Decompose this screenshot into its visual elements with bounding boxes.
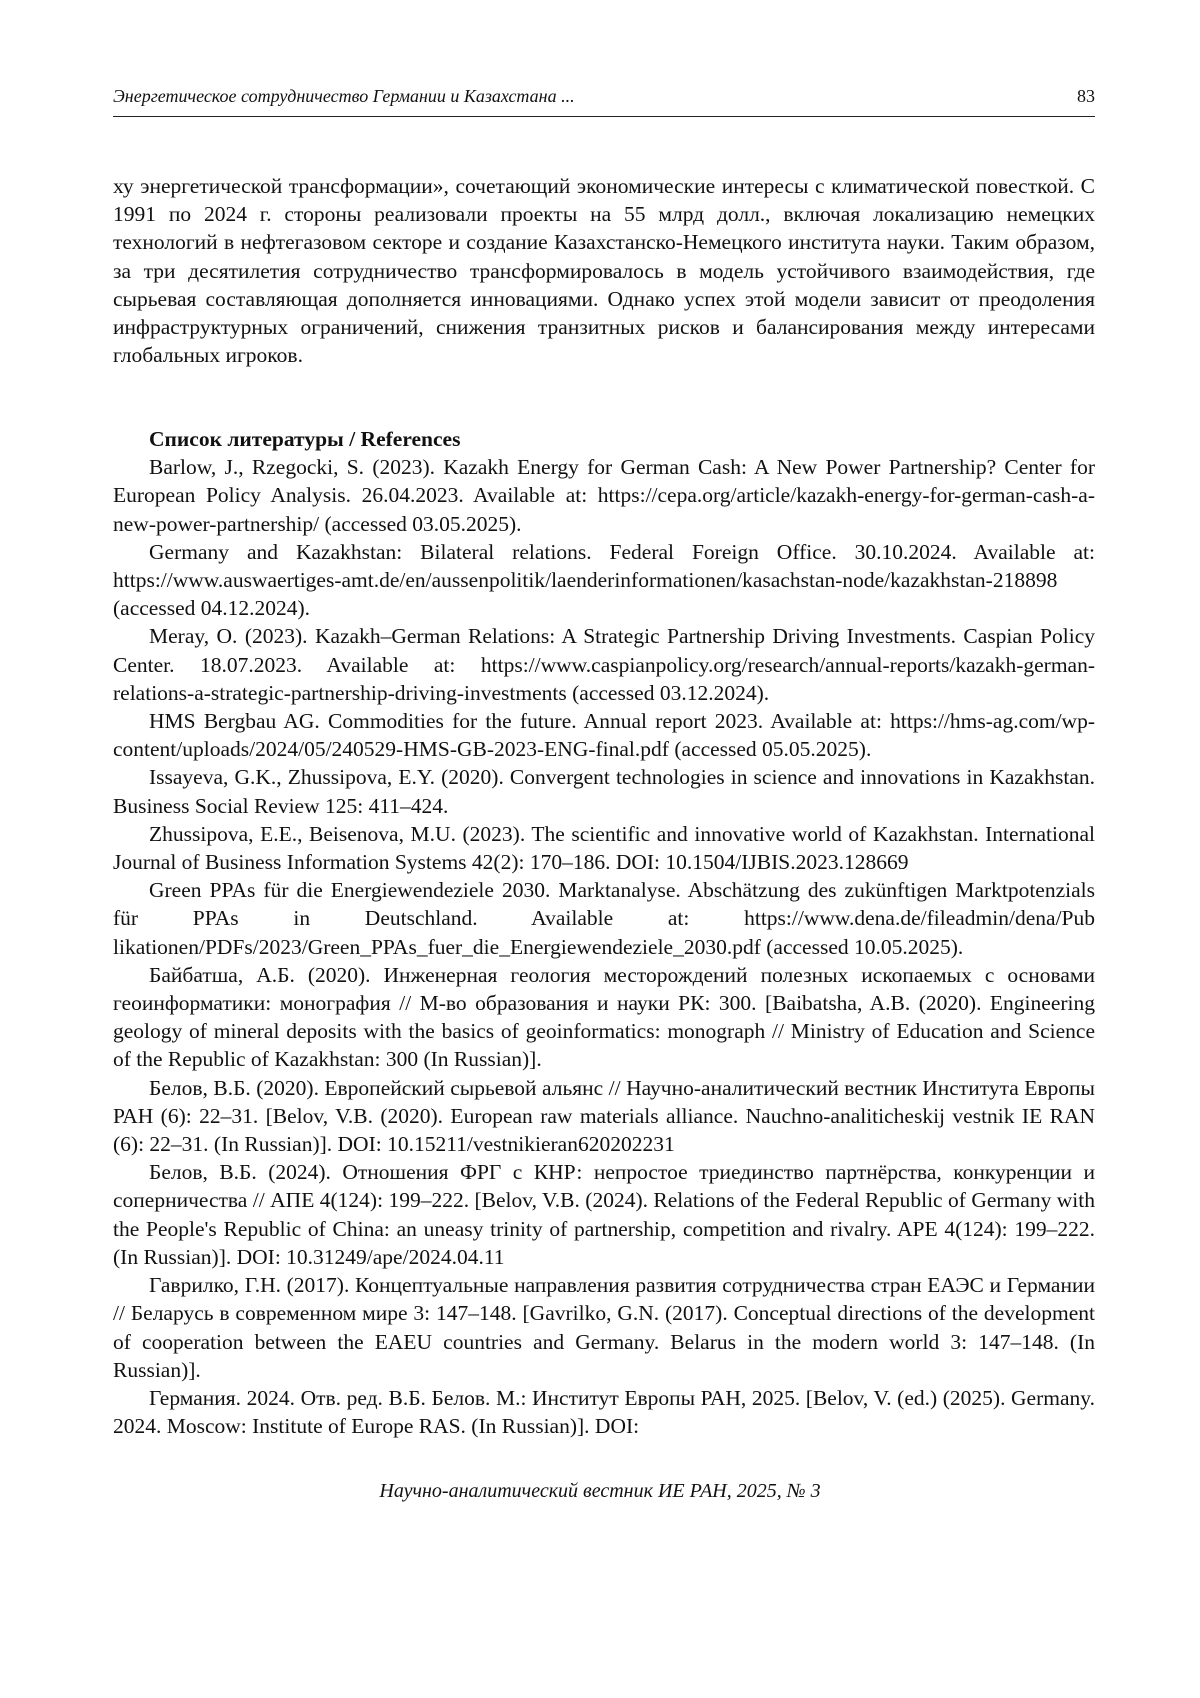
reference-item: Байбатша, А.Б. (2020). Инженерная геология месторождений полезных ископаемых с основами геоинформатики: монография // М-во образования и науки РК: 300. [Baibatsha, A.B. (2020). Engineering geology of mineral deposits with the basics of geoinformatics: monograph // Ministry of Education and Science of the Republic of Kazakhstan: 300 (In Russian)].: [113, 962, 1095, 1072]
reference-item: Белов, В.Б. (2020). Европейский сырьевой альянс // Научно-аналитический вестник Института Европы РАН (6): 22–31. [Belov, V.B. (2020). European raw materials alliance. Nauchno-analiticheskij vestnik IE RAN (6): 22–31. (In Russian)]. DOI: 10.15211/vestnikieran620202231: [113, 1075, 1095, 1157]
reference-item: Meray, O. (2023). Kazakh–German Relations: A Strategic Partnership Driving Investments. Caspian Policy Center. 18.07.2023. Available at: https://www.caspianpolicy.org/research/annual-reports/kazakh-german-relations-a-strategic-partnership-driving-investments (accessed 03.12.2024).: [113, 624, 1095, 705]
references-section: [113, 425, 1095, 1440]
page-number: 83: [1077, 86, 1095, 106]
reference-item: Белов, В.Б. (2024). Отношения ФРГ с КНР: непростое триединство партнёрства, конкуренции и соперничества // АПЕ 4(124): 199–222. [Belov, V.B. (2024). Relations of the Federal Republic of Germany with the People's Republic of China: an uneasy trinity of partnership, competition and rivalry. APE 4(124): 199–222. (In Russian)]. DOI: 10.31249/ape/2024.04.11: [113, 1160, 1095, 1269]
reference-item: Гаврилко, Г.Н. (2017). Концептуальные направления развития сотрудничества стран ЕАЭС и Германии // Беларусь в современном мире 3: 147–148. [Gavrilko, G.N. (2017). Conceptual directions of the development of cooperation between the EAEU countries and Germany. Belarus in the modern world 3: 147–148. (In Russian)].: [113, 1273, 1095, 1382]
reference-item: Германия. 2024. Отв. ред. В.Б. Белов. М.: Институт Европы РАН, 2025. [Belov, V. (ed.) (2025). Germany. 2024. Moscow: Institute of Europe RAS. (In Russian)]. DOI:: [113, 1385, 1095, 1439]
body-text: [113, 172, 1095, 369]
references-heading: Список литературы / References: [149, 427, 461, 451]
reference-item: Zhussipova, E.E., Beisenova, M.U. (2023). The scientific and innovative world of Kazakhstan. International Journal of Business Information Systems 42(2): 170–186. DOI: 10.1504/IJBIS.2023.128669: [113, 821, 1095, 875]
reference-item: Barlow, J., Rzegocki, S. (2023). Kazakh Energy for German Cash: A New Power Partnership? Center for European Policy Analysis. 26.04.2023. Available at: https://cepa.org/article/kazakh-energy-for-german-cash-a-new-power-partnership/ (accessed 03.05.2025).: [113, 455, 1095, 536]
reference-item: Green PPAs für die Energiewendeziele 2030. Marktanalyse. Abschätzung des zukünftigen Marktpotenzials für PPAs in Deutschland. Available at: https://www.dena.de/fileadmin/dena/Pub likationen/PDFs/2023/Green_PPAs_fuer_die_Energiewendeziele_2030.pdf (accessed 10.05.2025).: [113, 878, 1095, 959]
reference-item: Issayeva, G.K., Zhussipova, E.Y. (2020). Convergent technologies in science and innovations in Kazakhstan. Business Social Review 125: 411–424.: [113, 765, 1095, 818]
reference-item: Germany and Kazakhstan: Bilateral relations. Federal Foreign Office. 30.10.2024. Available at: https://www.auswaertiges-amt.de/en/aussenpolitik/laenderinformationen/kasachstan-node/kazakhstan-218898 (accessed 04.12.2024).: [113, 539, 1095, 621]
running-title: Энергетическое сотрудничество Германии и Казахстана ...: [113, 86, 575, 106]
journal-footer: Научно-аналитический вестник ИЕ РАН, 2025, № 3: [379, 1480, 821, 1502]
reference-item: HMS Bergbau AG. Commodities for the future. Annual report 2023. Available at: https://hms-ag.com/wp-content/uploads/2024/05/240529-HMS-GB-2023-ENG-final.pdf (accessed 05.05.2025).: [113, 709, 1095, 762]
running-header: [113, 86, 1095, 117]
body-paragraph: ху энергетической трансформации», сочетающий экономические интересы с климатической повесткой. С 1991 по 2024 г. стороны реализовали проекты на 55 млрд долл., включая локализацию немецких технологий в нефтегазовом секторе и создание Казахстанско-Немецкого института науки. Таким образом, за три десятилетия сотрудничество трансформировалось в модель устойчивого взаимодействия, где сырьевая составляющая дополняется инновациями. Однако успех этой модели зависит от преодоления инфраструктурных ограничений, снижения транзитных рисков и балансирования между интересами глобальных игроков.: [113, 174, 1095, 368]
